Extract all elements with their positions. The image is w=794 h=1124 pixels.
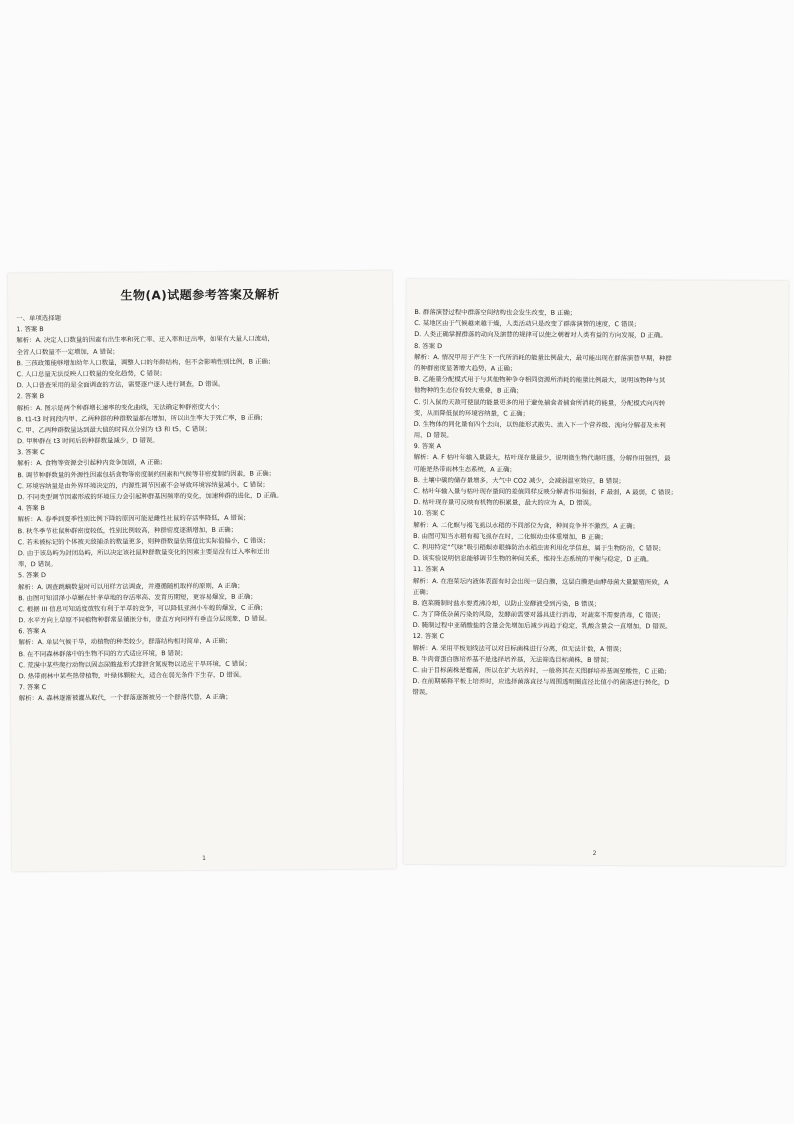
text-line: B. 调节种群数量的外源性因素包括食物等密度制约因素和气候等非密度制约因素，B 正确； xyxy=(17,469,276,479)
text-line: D. 枯叶现存量可反映有机物的积累量，最大的应为 A，D 错误。 xyxy=(413,498,596,508)
text-line: 的种群密度显著增大趋势，A 正确； xyxy=(414,363,517,373)
text-line: 解析：A. 决定人口数量的因素有出生率和死亡率、迁入率和迁出率，如果有大量人口流动， xyxy=(16,334,274,345)
text-line: 解析：A. 单层气候干旱，动植物的种类较少，群落结构相对简单，A 正确； xyxy=(18,637,232,647)
text-line: D. 腌制过程中亚硝酸盐的含量会先增加后减少再趋于稳定，乳酸含量会一直增加，D 错误。 xyxy=(412,621,672,631)
text-line: 2. 答案 B xyxy=(16,392,45,401)
text-line: 变，从而降低鼠的环境容纳量，C 正确； xyxy=(413,408,529,418)
page-number-left: 1 xyxy=(202,854,206,863)
text-line: B. 牛肉膏蛋白胨培养基不是选择培养基，无法筛选目标菌株，B 错误； xyxy=(412,654,613,664)
text-line: 解析：A. 二化螟与褐飞虱以水稻的不同部位为食，种间竞争并不激烈，A 正确； xyxy=(413,520,639,530)
text-line: 10. 答案 C xyxy=(413,509,445,518)
text-line: 解析：A. F 枯叶年输入量最大，枯叶现存量最少，说明微生物代谢旺盛，分解作用强烈，最 xyxy=(413,453,671,463)
text-line: 解析：A. 调查跳蝻数量时可以用样方法调查，并遵循随机取样的原则，A 正确； xyxy=(18,581,244,591)
text-line: D. 甲种群在 t3 时间后的种群数量减少，D 错误。 xyxy=(17,436,159,446)
text-line: 7. 答案 C xyxy=(18,683,47,692)
text-line: C. 某地区由于气候越来越干燥，人类活动只是改变了群落演替的速度，C 错误； xyxy=(414,319,641,329)
text-line: B. 泡菜腌制时盐水要煮沸冷却，以防止发酵液受到污染，B 错误； xyxy=(412,598,601,608)
text-line: B. 由图可知当水稻有褐飞虱存在时，二化螟幼虫体重增加，B 正确； xyxy=(413,531,608,541)
text-line: 4. 答案 B xyxy=(17,504,45,513)
text-line: B. 三孩政策能够增加幼年人口数量，调整人口的年龄结构，但不会影响性别比例，B 正确； xyxy=(16,357,275,368)
page-left xyxy=(8,271,396,872)
text-line: C. 为了降低杂菌污染的风险，发酵前需要对器具进行消毒，对蔬菜不需要消毒，C 错误； xyxy=(412,610,665,620)
text-line: D. 人口普查采用的是全面调查的方法，需要逐户逐人进行调查，D 错误。 xyxy=(16,379,225,390)
text-line: 解析：A. 情况甲用于产生下一代所消耗的能量比例最大，最可能出现在群落演替早期，种群 xyxy=(414,352,672,363)
left-page-text xyxy=(16,311,387,705)
text-line: D. 在前期稀释平板上培养时，应选择菌落直径与周围透明圈直径比值小的菌落进行转化，D xyxy=(412,677,670,687)
text-line: 解析：A. 食物等资源会引起种内竞争加剧，A 正确； xyxy=(17,458,167,468)
text-line: 正确； xyxy=(412,587,433,596)
text-line: C. 根据 III 信息可知适度放牧有利于羊草的竞争，可以降低亚洲小车蝗的爆发，C 正确； xyxy=(18,603,267,614)
text-line: 解析：A. 采用平板划线法可以对目标菌株进行分离，但无法计数，A 错误； xyxy=(412,643,626,653)
text-line: C. 荒漠中某些爬行动物以固态尿酸盐形式排泄含氮废物以适应干旱环境，C 错误； xyxy=(18,659,251,670)
text-line: 可能是热带雨林生态系统，A 正确； xyxy=(413,464,516,474)
text-line: C. 若未被标记的个体被天敌捕杀的数量更多，则种群数量估算值比实际值偏小，C 错误； xyxy=(17,536,270,547)
text-line: B. 土壤中碳的储存量增多，大气中 CO2 减少，会减弱温室效应，B 错误； xyxy=(413,475,625,485)
text-line: B. 秋冬季节社鼠种群密度较低，性别比例较高，种群密度逐渐增加，B 正确； xyxy=(17,525,238,535)
text-line: B. 群落演替过程中群落空间结构也会发生改变，B 正确； xyxy=(414,308,577,317)
text-line: C. 甲、乙两种群数量达到最大值的时间点分别为 t3 和 t5，C 错误； xyxy=(16,424,212,435)
text-line: D. 不同类型调节因素形成的环境压力会引起种群基因频率的变化，加速种群的进化，D 正确。 xyxy=(17,491,283,502)
text-line: 8. 答案 D xyxy=(414,341,443,350)
text-line: C. 枯叶年输入量与枯叶现存量间的差值同样反映分解者作用强弱，F 最弱，A 最弱，C 错误； xyxy=(413,487,678,497)
text-line: C. 人口总量无法反映人口数量的变化趋势，C 错误； xyxy=(16,369,166,379)
document-title: 生物(A)试题参考答案及解析 xyxy=(120,287,280,303)
text-line: 解析：A. 图示是两个种群增长速率的变化曲线，无法确定种群密度大小； xyxy=(16,402,224,412)
text-line: 5. 答案 D xyxy=(17,571,46,580)
text-line: 他物种的生态位有较大重叠，B 正确； xyxy=(413,386,523,395)
right-page-text xyxy=(412,307,780,700)
page-number-right: 2 xyxy=(592,849,597,858)
text-line: C. 环境容纳量是由外界环境决定的，内源性调节因素不会导致环境容纳量减小，C 错误； xyxy=(17,480,269,491)
text-line: B. 乙能量分配模式用于与其他物种争夺相同资源所消耗的能量比例最大，说明该物种与其 xyxy=(413,375,666,385)
text-line: 错误。 xyxy=(412,688,432,697)
text-line: D. 热带雨林中某些热带植物，叶绿体颗粒大，适合在弱光条件下生存，D 错误。 xyxy=(18,670,246,681)
text-line: 6. 答案 A xyxy=(18,627,46,636)
text-line: C. 利用特定“气味”吸引稻螟赤眼蜂防治水稻虫害利用化学信息，属于生物防治，C 错误； xyxy=(413,542,665,553)
text-line: C. 引入鼠的天敌可使鼠的能量更多的用于避免捕食者捕食所消耗的能量，分配模式向丙转 xyxy=(413,397,666,407)
text-line: 12. 答案 C xyxy=(412,632,445,641)
text-line: 率，D 错误。 xyxy=(17,560,57,569)
text-line: 解析：A. 春季到夏季性别比例下降的原因可能是雌性社鼠的存活率降低，A 错误； xyxy=(17,514,250,524)
text-line: D. 该实验说明信息能够调节生物的种间关系，维持生态系统的平衡与稳定，D 正确。 xyxy=(413,554,653,564)
text-line: D. 水平方向上草原不同植物种群常呈镶嵌分布，垂直方向同样有垂直分层现象，D 错误。 xyxy=(18,614,271,625)
text-line: 全省人口数量不一定增加，A 错误； xyxy=(16,347,119,356)
text-line: C. 由于目标菌株是霉菌，所以在扩大培养时，一般将其在天图群培养基调至酸性，C 正确； xyxy=(412,666,671,676)
text-line: 一、单项选择题 xyxy=(16,313,61,323)
text-line: 11. 答案 A xyxy=(412,565,445,574)
text-line: D. 生物体的同化量有四个去向，以热能形式散失、流入下一个营养级、流向分解者及未利 xyxy=(413,419,666,430)
text-line: 解析：A. 森林逐渐被灌丛取代，一个群落逐渐被另一个群落代替，A 正确； xyxy=(18,693,232,703)
text-line: 解析：A. 在泡菜坛内液体表面有时会出现一层白膜，这层白膜是由酵母菌大量繁殖所致，A xyxy=(412,576,669,586)
text-line: B. t1-t3 时间段内甲、乙两种群的种群数量都在增加，所以出生率大于死亡率，B 正确； xyxy=(16,413,267,423)
text-line: 1. 答案 B xyxy=(16,325,44,334)
text-line: B. 在不同森林群落中的生物不同的方式适应环境，B 错误； xyxy=(18,648,187,658)
text-line: D. 由于该岛屿为封闭岛屿，所以决定该社鼠种群数量变化的因素主要是没有迁入率和迁出 xyxy=(17,547,270,558)
text-line: B. 由图可知沼泽小草蜥在针茅草地的存活率高、发育历期短，更容易爆发，B 正确； xyxy=(18,592,257,602)
page-right xyxy=(403,279,788,866)
text-line: 用，D 错误。 xyxy=(413,431,453,440)
text-line: 9. 答案 A xyxy=(413,442,442,451)
text-line: 3. 答案 C xyxy=(17,448,45,457)
text-line: D. 人类正确掌握群落的动向及演替的规律可以使之朝着对人类有益的方向发展，D 正确。 xyxy=(414,330,667,340)
